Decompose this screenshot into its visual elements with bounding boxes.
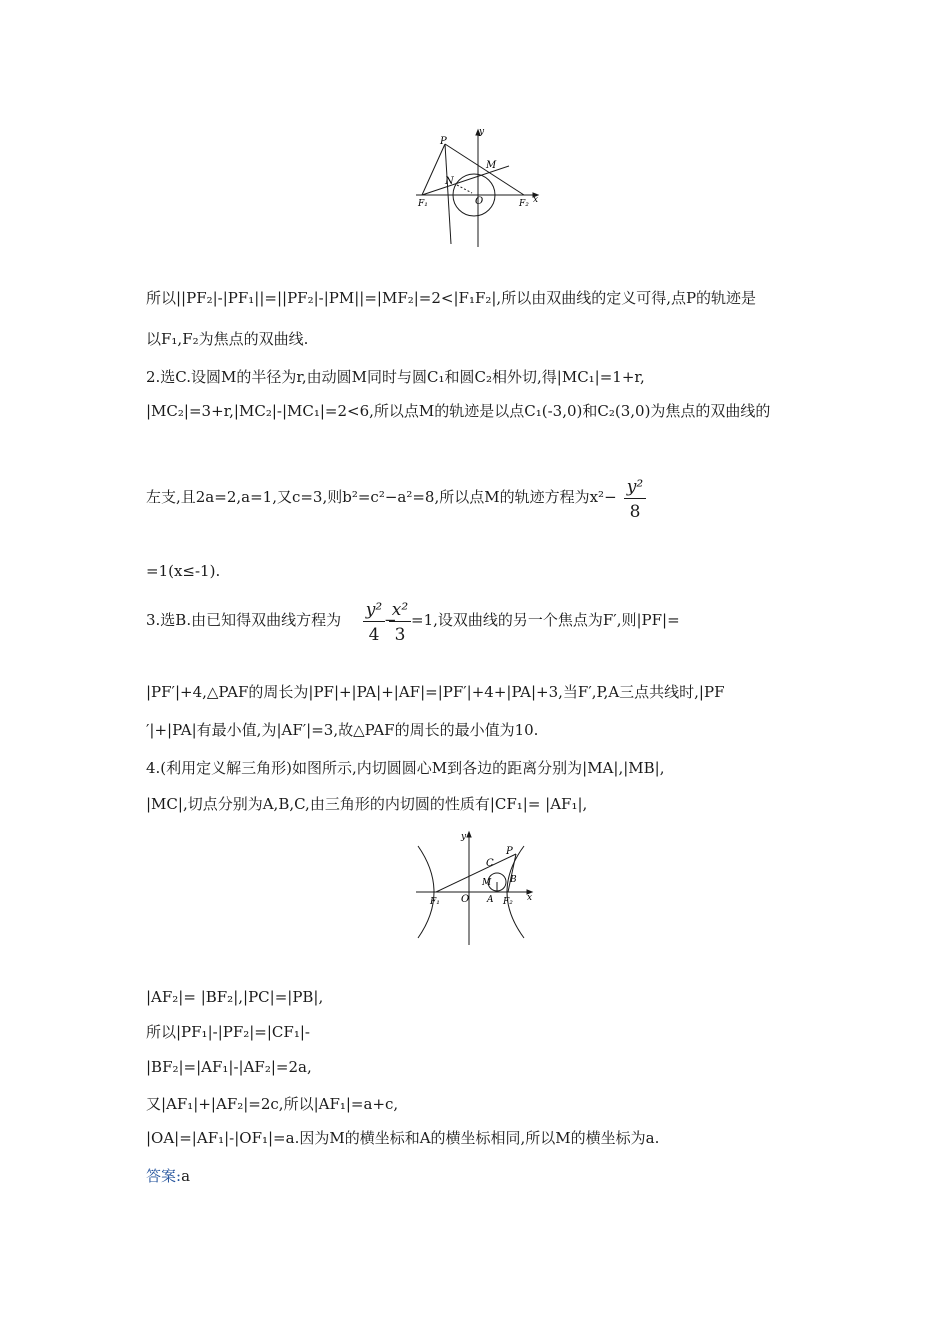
text-line-8: |PF′|+4,△PAF的周长为|PF|+|PA|+|AF|=|PF′|+4+|PA|+3,当F′,P,A三点共线时,|PF [146,683,725,701]
label-p: P [440,136,447,147]
label-f2: F₂ [503,897,513,907]
fraction-denominator: 3 [394,625,406,645]
text-line-15: 又|AF₁|+|AF₂|=2c,所以|AF₁|=a+c, [146,1095,399,1113]
label-x: x [527,893,533,903]
text-line-12: |AF₂|= |BF₂|,|PC|=|PB|, [146,988,324,1006]
minus-sign: − [384,611,397,629]
answer-value: a [181,1167,191,1185]
text-line-13: 所以|PF₁|-|PF₂|=|CF₁|- [146,1023,310,1041]
y-axis-arrow [467,832,471,837]
fraction-numerator: y² [365,600,383,620]
answer-line [146,1166,190,1186]
text-line-4: |MC₂|=3+r,|MC₂|-|MC₁|=2<6,所以点M的轨迹是以点C₁(-3,0)和C₂(3,0)为焦点的双曲线的 [146,402,771,420]
label-m: M [482,878,492,888]
label-f1: F₁ [418,199,428,209]
fraction-denominator: 8 [629,502,641,522]
text-line-1: 所以||PF₂|-|PF₁||=||PF₂|-|PM||=|MF₂|=2<|F₁F₂|,所以由双曲线的定义可得,点P的轨迹是 [146,289,757,307]
label-y: y [461,832,467,842]
line-p-down [445,144,451,244]
fraction-bar [363,621,385,622]
answer-label: 答案: [146,1167,182,1185]
text-line-16: |OA|=|AF₁|-|OF₁|=a.因为M的横坐标和A的横坐标相同,所以M的横坐标为a. [146,1129,660,1147]
line-f1-p [422,144,445,195]
label-p: P [506,846,513,857]
text-line-9: ′|+|PA|有最小值,为|AF′|=3,故△PAF的周长的最小值为10. [146,721,539,739]
label-f2: F₂ [519,199,529,209]
label-o: O [461,894,470,905]
fraction-bar [624,498,646,499]
text-line-7a: 3.选B.由已知得双曲线方程为 [146,611,342,629]
text-line-2: 以F₁,F₂为焦点的双曲线. [146,330,309,348]
fraction-y2-over-4 [363,600,385,645]
line-p-f2 [508,854,516,892]
text-line-11: |MC|,切点分别为A,B,C,由三角形的内切圆的性质有|CF₁|= |AF₁|, [146,795,588,813]
figure-circle-tangent [412,122,552,252]
fraction-bar [389,621,411,622]
label-b: B [510,875,517,885]
label-f1: F₁ [430,897,440,907]
line-n-o-dashed [457,185,472,193]
line-p-f2 [445,144,524,195]
label-y: y [479,127,485,137]
label-c: C [486,858,494,869]
label-x: x [533,195,539,205]
label-n: N [445,176,454,187]
label-m: M [486,160,497,171]
text-line-5: 左支,且2a=2,a=1,又c=3,则b²=c²−a²=8,所以点M的轨迹方程为x²− [146,488,617,506]
line-f1-p [436,854,516,892]
fraction-x2-over-3 [389,600,411,645]
fraction-denominator: 4 [368,625,380,645]
fraction-numerator: x² [391,600,409,620]
fraction-numerator: y² [626,477,644,497]
text-line-7b: =1,设双曲线的另一个焦点为F′,则|PF|= [411,611,680,629]
text-line-3: 2.选C.设圆M的半径为r,由动圆M同时与圆C₁和圆C₂相外切,得|MC₁|=1+r, [146,368,645,386]
label-o: O [475,196,484,207]
text-line-14: |BF₂|=|AF₁|-|AF₂|=2a, [146,1058,312,1076]
text-line-6: =1(x≤-1). [146,562,221,580]
figure-hyperbola-incircle [412,828,542,948]
label-a: A [487,895,494,905]
text-line-10: 4.(利用定义解三角形)如图所示,内切圆圆心M到各边的距离分别为|MA|,|MB|, [146,759,665,777]
fraction-y2-over-8 [624,477,646,522]
